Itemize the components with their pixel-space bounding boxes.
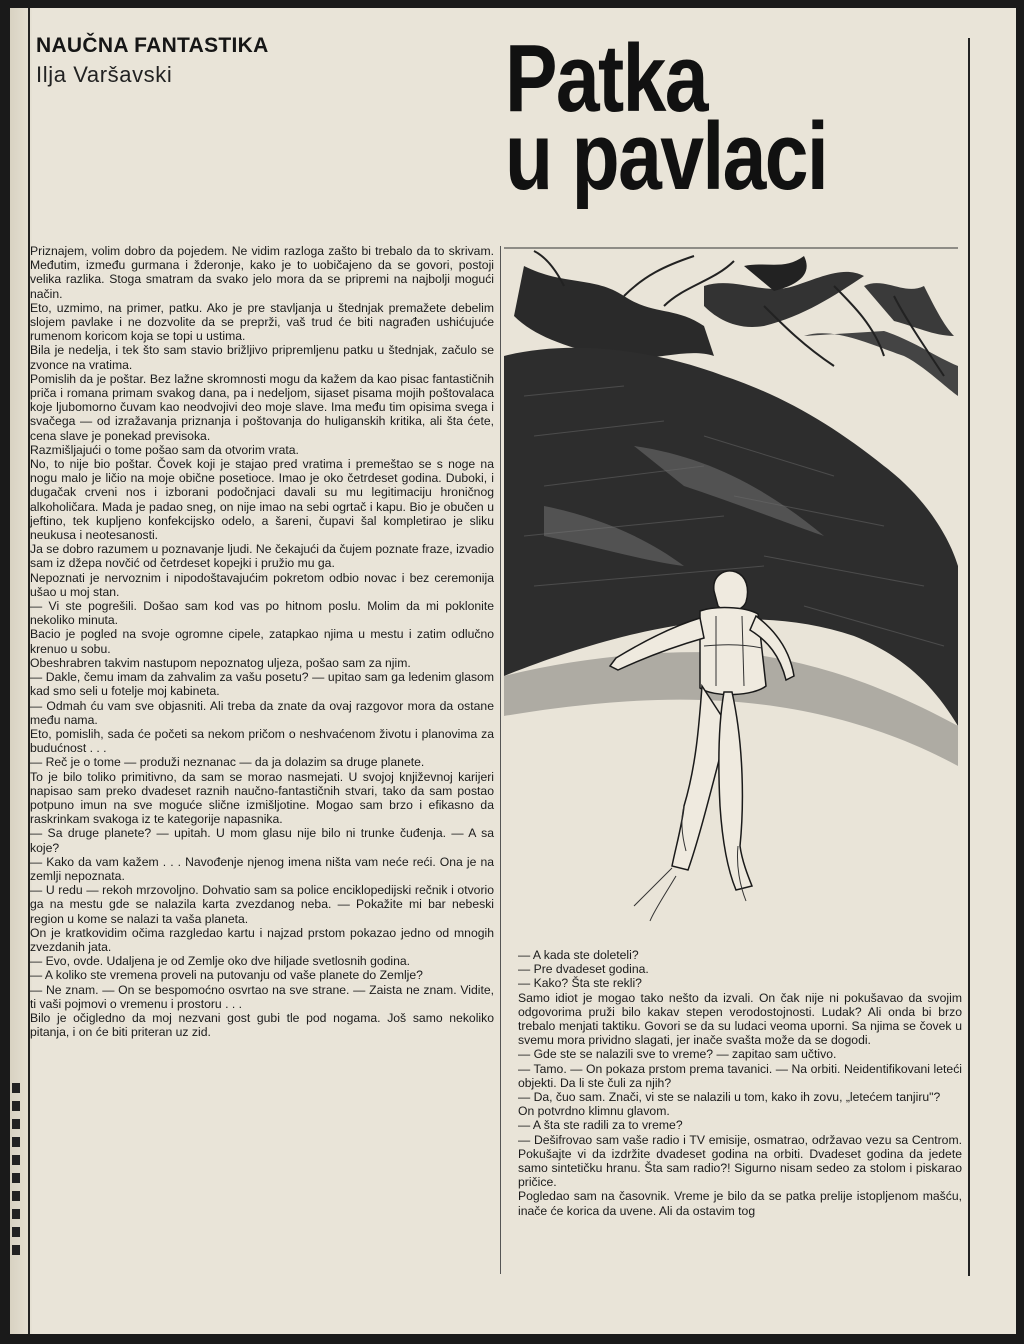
paragraph: Samo idiot je mogao tako nešto da izvali. On čak nije ni pokušavao da svojim odgovorima pruži bilo kakav stepen verodostojnosti. Ludak? Ali onda bi brzo trebalo menjati taktiku. Govori se da su ludaci veoma uporni. Sa njima se čovek u svemu mora prividno slagati, jer inače svašta može da se dogodi. [518, 990, 962, 1048]
paragraph: — Odmah ću vam sve objasniti. Ali treba da znate da ovaj razgovor mora da ostane među nama. [30, 698, 494, 727]
paragraph: On potvrdno klimnu glavom. [518, 1104, 670, 1119]
paragraph: — Ne znam. — On se bespomoćno osvrtao na sve strane. — Zaista ne znam. Vidite, ti vaši pojmovi o vremenu i prostoru . . . [30, 982, 494, 1011]
paragraph: — A kada ste doleteli? [518, 948, 639, 962]
paragraph: No, to nije bio poštar. Čovek koji je stajao pred vratima i premeštao se s noge na nogu malo je ličio na moje obične posetioce. Imao je oko četrdeset godina. Duboki, i dugačak crveni nos i izborani podočnjaci davali su mu legitimaciju hroničnog alkoholičara. Mada je padao sneg, on nije imao na sebi ogrtač i kapu. Bio je obučen u jeftino, tek kupljeno konfekcijsko odelo, a šareni, čupavi šal kompletirao je sliku neukusa i neotesanosti. [30, 457, 494, 543]
right-column [518, 948, 962, 1218]
astronaut-illustration-icon [504, 246, 958, 946]
paragraph: To je bilo toliko primitivno, da sam se morao nasmejati. U svojoj književnoj karijeri napisao sam preko dvadeset raznih naučno-fantastičnih stvari, tako da sam postao potpuno imun na sve moguće slične izmišljotine. Mogao sam brzo i efikasno da raskrinkam svakoga iz te kategorije napasnika. [30, 769, 494, 827]
paragraph: — Kako? Šta ste rekli? [518, 976, 642, 991]
author-name: Ilja Varšavski [36, 62, 173, 87]
magazine-page [10, 8, 1016, 1334]
right-border-rule [968, 38, 970, 1276]
binding-marks [12, 1083, 20, 1263]
paragraph: Razmišljajući o tome pošao sam da otvorim vrata. [30, 442, 299, 457]
article-header [36, 34, 269, 88]
paragraph: Priznajem, volim dobro da pojedem. Ne vidim razloga zašto bi trebalo da to skrivam. Međutim, između gurmana i žderonje, kako je to uobičajeno da se govori, postoji velika razlika. Stoga smatram da svako jelo mora da se pripremi na najbolji mogući način. [30, 244, 494, 301]
title-line-1: Patka [505, 25, 707, 132]
paragraph: — Dakle, čemu imam da zahvalim za vašu posetu? — upitao sam ga ledenim glasom kad smo seli u fotelje moj kabineta. [30, 670, 494, 699]
paragraph: — Vi ste pogrešili. Došao sam kod vas po hitnom poslu. Molim da mi poklonite nekoliko minuta. [30, 599, 494, 628]
paragraph: — Gde ste se nalazili sve to vreme? — zapitao sam učtivo. [518, 1047, 837, 1062]
paragraph: — Reč je o tome — produži neznanac — da ja dolazim sa druge planete. [30, 755, 425, 770]
paragraph: On je kratkovidim očima razgledao kartu i najzad prstom pokazao jedno od mnogih zvezdanih jata. [30, 925, 494, 954]
paragraph: Bila je nedelja, i tek što sam stavio brižljivo pripremljenu patku u štednjak, začulo se zvonce na vratima. [30, 343, 494, 372]
paragraph: — A šta ste radili za to vreme? [518, 1118, 683, 1133]
paragraph: Bilo je očigledno da moj nezvani gost gubi tle pod nogama. Još samo nekoliko pitanja, i on će biti priteran uz zid. [30, 1010, 494, 1040]
left-column [30, 244, 494, 1039]
paragraph: Eto, uzmimo, na primer, patku. Ako je pre stavljanja u štednjak premažete debelim slojem pavlake i ne dozvolite da se preprži, vaš trud će biti nagrađen ushićujuće rumenom koricom koja se topi u ustima. [30, 300, 494, 344]
paragraph: — Pre dvadeset godina. [518, 962, 649, 977]
paragraph: Ja se dobro razumem u poznavanje ljudi. Ne čekajući da čujem poznate fraze, izvadio sam iz džepa novčić od četrdeset kopejki i pružio mu ga. [30, 542, 494, 571]
paragraph: — Kako da vam kažem . . . Navođenje njenog imena ništa vam neće reći. Ona je na zemlji nepoznata. [30, 854, 494, 883]
paragraph: Bacio je pogled na svoje ogromne cipele, zatapkao njima u mestu i zatim odlučno krenuo u sobu. [30, 627, 494, 656]
paragraph: — Tamo. — On pokaza prstom prema tavanici. — Na orbiti. Neidentifikovani leteći objekti. Da li ste čuli za njih? [518, 1061, 962, 1090]
article-title [505, 25, 828, 211]
paragraph: Obeshrabren takvim nastupom nepoznatog uljeza, pošao sam za njim. [30, 655, 411, 670]
series-label: NAUČNA FANTASTIKA [36, 34, 269, 57]
paragraph: Pomislih da je poštar. Bez lažne skromnosti mogu da kažem da kao pisac fantastičnih priča i romana primam svakog dana, pa i nedeljom, sijaset pisama mojih poštovalaca koje ljubomorno čuvam kao neodvojivi deo moje slave. Ima među tim opisima svega i svačega — od izražavanja priznanja i poštovanja do huliganskih kritika, ali šta ćete, cena slave je ponekad previsoka. [30, 371, 494, 443]
paragraph: — Da, čuo sam. Znači, vi ste se nalazili u tom, kako ih zovu, „letećem tanjiru"? [518, 1090, 941, 1105]
column-divider [500, 246, 501, 1274]
paragraph: — A koliko ste vremena proveli na putovanju od vaše planete do Zemlje? [30, 968, 423, 983]
paragraph: — Dešifrovao sam vaše radio i TV emisije, osmatrao, održavao vezu sa Centrom. Pokušajte vi da izdržite dvadeset godina na orbiti. Dvadeset godina da jedete samo sintetičku hranu. Šta sam radio?! Sigurno nisam sedeo za stolom i piskarao pričice. [518, 1132, 962, 1190]
paragraph: — Evo, ovde. Udaljena je od Zemlje oko dve hiljade svetlosnih godina. [30, 954, 411, 969]
paragraph: — U redu — rekoh mrzovoljno. Dohvatio sam sa police enciklopedijski rečnik i otvorio ga na mestu gde se nalazila karta zvezdanog neba. — Pokažite mi bar nebeski region u kome se nalazi ta vaša planeta. [30, 883, 494, 926]
paragraph: — Sa druge planete? — upitah. U mom glasu nije bilo ni trunke čuđenja. — A sa koje? [30, 826, 494, 855]
paragraph: Eto, pomislih, sada će početi sa nekom pričom o neshvaćenom životu i planovima za budućnost . . . [30, 726, 494, 756]
title-line-2: u pavlaci [505, 103, 828, 211]
paragraph: Nepoznati je nervoznim i nipodoštavajućim pokretom odbio novac i bez ceremonija ušao u moj stan. [30, 570, 494, 599]
paragraph: Pogledao sam na časovnik. Vreme je bilo da se patka prelije istopljenom mašću, inače će korica da uvene. Ali da ostavim tog [518, 1189, 962, 1218]
